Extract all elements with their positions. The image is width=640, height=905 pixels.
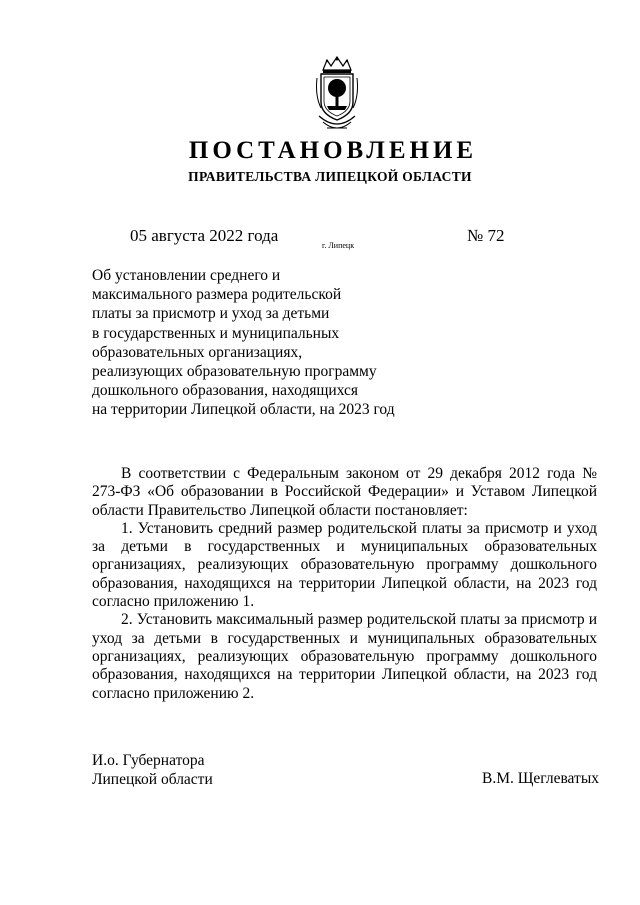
signatory-name: В.М. Щеглеватых: [482, 770, 599, 787]
document-number: № 72: [467, 226, 505, 245]
subject-line: платы за присмотр и уход за детьми: [92, 305, 330, 323]
signatory-position-line: Липецкой области: [92, 770, 213, 788]
document-title: ПОСТАНОВЛЕНИЕ: [188, 137, 478, 164]
document-city: г. Липецк: [322, 241, 355, 250]
subject-line: максимального размера родительской: [92, 286, 342, 304]
subject-line: реализующих образовательную программу: [92, 363, 377, 381]
document-issuer: ПРАВИТЕЛЬСТВА ЛИПЕЦКОЙ ОБЛАСТИ: [188, 169, 472, 184]
clause-paragraph-2: 2. Установить максимальный размер родительской платы за присмотр и уход за детьми в государственных и муниципальных образовательных организациях, реализующих образовательную программу дошкольного образования, находящихся на территории Липецкой области, на 2023 год согласно приложению 2.: [92, 611, 597, 702]
lipetsk-region-coat-of-arms-icon: [313, 56, 361, 138]
subject-line: образовательных организациях,: [92, 343, 303, 361]
document-subject: [92, 266, 422, 420]
subject-line: в государственных и муниципальных: [92, 324, 340, 342]
document-date: 05 августа 2022 года: [130, 226, 279, 245]
preamble-paragraph: В соответствии с Федеральным законом от 29 декабря 2012 года № 273-ФЗ «Об образовании в Российской Федерации» и Уставом Липецкой области Правительство Липецкой области постановляет:: [92, 465, 597, 519]
subject-line: на территории Липецкой области, на 2023 год: [92, 401, 395, 419]
signatory-position-line: И.о. Губернатора: [92, 752, 205, 769]
subject-line: Об установлении среднего и: [92, 267, 281, 284]
clause-paragraph-1: 1. Установить средний размер родительской платы за присмотр и уход за детьми в государственных и муниципальных образовательных организациях, реализующих образовательную программу дошкольного образования, находящихся на территории Липецкой области, на 2023 год согласно приложению 1.: [92, 519, 597, 611]
subject-line: дошкольного образования, находящихся: [92, 382, 359, 400]
signatory-position: [92, 752, 213, 789]
document-body: [92, 465, 597, 703]
